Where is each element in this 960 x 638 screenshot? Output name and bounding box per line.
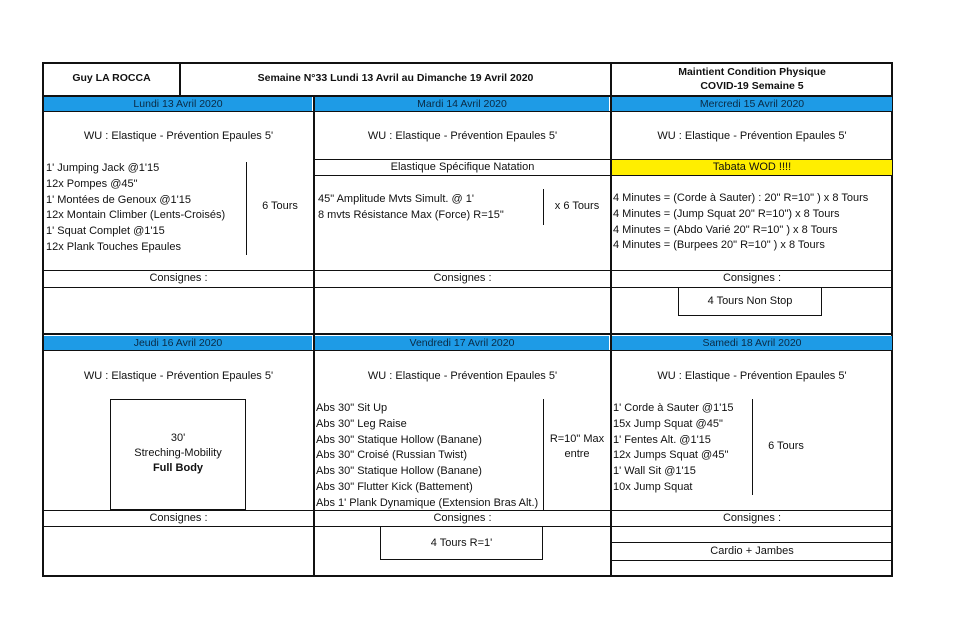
friday-rest-line1: R=10" Max	[549, 433, 605, 445]
warmup-saturday: WU : Elastique - Prévention Epaules 5'	[657, 370, 847, 382]
list-item: 12x Jumps Squat @45"	[613, 449, 729, 462]
warmup-tuesday: WU : Elastique - Prévention Epaules 5'	[367, 130, 558, 142]
coach-name: Guy LA ROCCA	[72, 72, 151, 84]
list-item: 4 Minutes = (Abdo Varié 20" R=10" ) x 8 Tours	[613, 223, 838, 236]
thursday-stretch-box	[110, 399, 246, 510]
friday-note-text: 4 Tours R=1'	[430, 537, 493, 549]
day-header-monday: Lundi 13 Avril 2020	[44, 97, 312, 111]
warmup-friday: WU : Elastique - Prévention Epaules 5'	[367, 370, 558, 382]
day-header-saturday: Samedi 18 Avril 2020	[612, 336, 892, 350]
week-title: Semaine N°33 Lundi 13 Avril au Dimanche 19 Avril 2020	[257, 72, 534, 84]
list-item: 1' Fentes Alt. @1'15	[613, 433, 711, 446]
program-title-line1: Maintient Condition Physique	[678, 66, 826, 78]
list-item: 8 mvts Résistance Max (Force) R=15"	[318, 208, 504, 221]
list-item: 4 Minutes = (Jump Squat 20" R=10") x 8 Tours	[613, 207, 840, 220]
wednesday-exercise-list	[613, 191, 868, 254]
list-item: 1' Squat Complet @1'15	[46, 225, 165, 238]
monday-exercise-list	[46, 161, 225, 256]
wednesday-note	[678, 287, 822, 316]
tuesday-subtitle: Elastique Spécifique Natation	[390, 161, 535, 173]
thursday-focus: Full Body	[152, 462, 204, 474]
list-item: Abs 1' Plank Dynamique (Extension Bras Alt.)	[316, 496, 539, 509]
day-header-wednesday: Mercredi 15 Avril 2020	[612, 97, 892, 111]
saturday-note: Cardio + Jambes	[710, 545, 794, 557]
list-item: Abs 30" Statique Hollow (Banane)	[316, 465, 482, 478]
list-item: Abs 30" Leg Raise	[316, 417, 407, 430]
warmup-wednesday: WU : Elastique - Prévention Epaules 5'	[657, 130, 847, 142]
saturday-exercise-list	[613, 401, 734, 496]
list-item: 12x Pompes @45"	[46, 177, 138, 190]
day-header-friday: Vendredi 17 Avril 2020	[315, 336, 609, 350]
list-item: 45" Amplitude Mvts Simult. @ 1'	[318, 193, 474, 205]
list-item: 12x Montain Climber (Lents-Croisés)	[46, 209, 226, 222]
friday-rest-line2: entre	[564, 448, 590, 460]
thursday-activity: Streching-Mobility	[134, 447, 222, 459]
friday-exercise-list	[316, 401, 538, 512]
list-item: 12x Plank Touches Epaules	[46, 240, 181, 253]
list-item: 1' Montées de Genoux @1'15	[46, 193, 192, 206]
list-item: 1' Wall Sit @1'15	[613, 465, 696, 478]
tuesday-rounds: x 6 Tours	[554, 200, 600, 212]
consignes-label-wednesday: Consignes :	[722, 272, 782, 284]
monday-rounds: 6 Tours	[262, 200, 298, 212]
day-header-tuesday: Mardi 14 Avril 2020	[315, 97, 609, 111]
day-header-thursday: Jeudi 16 Avril 2020	[44, 336, 312, 350]
list-item: 15x Jump Squat @45"	[613, 417, 723, 430]
consignes-label-monday: Consignes :	[149, 272, 208, 284]
wednesday-note-text: 4 Tours Non Stop	[707, 295, 793, 307]
list-item: Abs 30" Flutter Kick (Battement)	[316, 480, 473, 493]
wednesday-subtitle: Tabata WOD !!!!	[612, 160, 892, 175]
warmup-thursday: WU : Elastique - Prévention Epaules 5'	[83, 370, 274, 382]
list-item: 4 Minutes = (Corde à Sauter) : 20" R=10" ) x 8 Tours	[613, 192, 869, 204]
list-item: 1' Jumping Jack @1'15	[46, 162, 160, 174]
thursday-duration: 30'	[170, 432, 186, 444]
consignes-label-thursday: Consignes :	[149, 512, 208, 524]
consignes-label-tuesday: Consignes :	[433, 272, 492, 284]
friday-note	[380, 526, 543, 560]
consignes-label-saturday: Consignes :	[722, 512, 782, 524]
list-item: Abs 30" Statique Hollow (Banane)	[316, 433, 482, 446]
consignes-label-friday: Consignes :	[433, 512, 492, 524]
saturday-rounds: 6 Tours	[768, 440, 804, 452]
list-item: 4 Minutes = (Burpees 20" R=10" ) x 8 Tours	[613, 239, 825, 252]
list-item: 10x Jump Squat	[613, 480, 693, 493]
program-title-line2: COVID-19 Semaine 5	[700, 80, 804, 92]
tuesday-exercise-list	[318, 192, 504, 224]
warmup-monday: WU : Elastique - Prévention Epaules 5'	[83, 130, 274, 142]
list-item: 1' Corde à Sauter @1'15	[613, 402, 734, 414]
list-item: Abs 30" Sit Up	[316, 402, 388, 414]
list-item: Abs 30" Croisé (Russian Twist)	[316, 449, 468, 462]
